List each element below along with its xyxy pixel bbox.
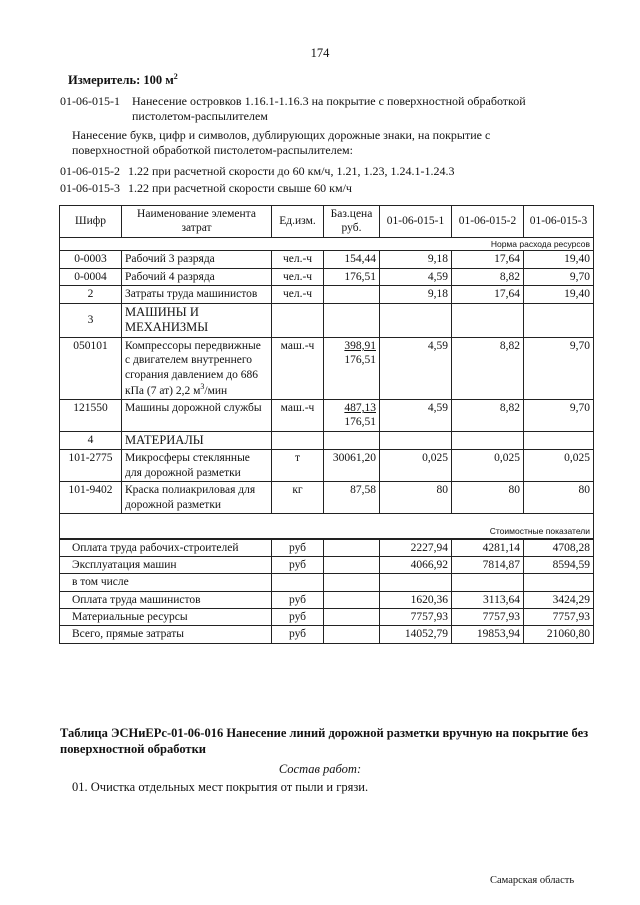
cell-price: 154,44 (324, 251, 380, 268)
cell-empty (324, 609, 380, 626)
section-row-materials (60, 431, 594, 450)
total-row (60, 574, 594, 591)
total-v3: 4708,28 (524, 539, 594, 557)
cell-empty (324, 303, 380, 337)
cell-v2: 17,64 (452, 251, 524, 268)
cell-v2: 17,64 (452, 286, 524, 303)
cell-code: 2 (60, 286, 122, 303)
price-top: 487,13 (344, 402, 376, 415)
cell-unit: маш.-ч (272, 400, 324, 432)
cell-unit: кг (272, 482, 324, 514)
cost-label: Стоимостные показатели (60, 513, 594, 538)
cell-name: Затраты труда машинистов (122, 286, 272, 303)
cell-price: 30061,20 (324, 450, 380, 482)
price-bottom: 176,51 (344, 354, 376, 367)
total-name: Всего, прямые затраты (60, 626, 272, 643)
cell-empty (272, 303, 324, 337)
cell-v2: 8,82 (452, 268, 524, 285)
cell-empty (524, 431, 594, 450)
cell-v3: 19,40 (524, 251, 594, 268)
total-v3: 3424,29 (524, 591, 594, 608)
cell-code: 101-9402 (60, 482, 122, 514)
cell-v1: 4,59 (380, 268, 452, 285)
header-price: Баз.цена руб. (324, 206, 380, 238)
cell-v3: 9,70 (524, 337, 594, 399)
cell-code: 0-0003 (60, 251, 122, 268)
machine-name-tail: /мин (204, 384, 228, 397)
intro-text: Нанесение островков 1.16.1-1.16.3 на покрытие с поверхностной обработкой пистолетом-распылителем (132, 94, 526, 123)
intro-line-1 (60, 94, 600, 123)
total-name: Оплата труда машинистов (60, 591, 272, 608)
composition-label: Состав работ: (278, 762, 362, 776)
cell-name: Рабочий 3 разряда (122, 251, 272, 268)
norm-label-row (60, 237, 594, 251)
table-row (60, 286, 594, 303)
cell-name (122, 337, 272, 399)
next-table-title: Таблица ЭСНиЕРс-01-06-016 Нанесение линий дорожной разметки вручную на покрытие без поверхностной обработки (60, 726, 589, 756)
cell-empty (452, 431, 524, 450)
measure-label: Измеритель: 100 м (68, 73, 174, 88)
cell-code: 4 (60, 431, 122, 450)
cell-code: 3 (60, 303, 122, 337)
total-v1: 14052,79 (380, 626, 452, 643)
total-v1: 7757,93 (380, 609, 452, 626)
total-name: в том числе (60, 574, 272, 591)
intro-paragraph: Нанесение букв, цифр и символов, дублирующих дорожные знаки, на покрытие с поверхностной обработкой пистолетом-распылителем: (72, 128, 491, 157)
intro-text: 1.22 при расчетной скорости до 60 км/ч, 1.21, 1.23, 1.24.1-1.24.3 (128, 164, 455, 178)
cell-unit: чел.-ч (272, 286, 324, 303)
total-v3: 8594,59 (524, 556, 594, 573)
price-bottom: 176,51 (344, 416, 376, 429)
table-row (60, 251, 594, 268)
header-unit: Ед.изм. (272, 206, 324, 238)
cell-name: МАТЕРИАЛЫ (122, 431, 272, 450)
total-v1: 1620,36 (380, 591, 452, 608)
cell-name: Микросферы стеклянные для дорожной разметки (122, 450, 272, 482)
total-row (60, 591, 594, 608)
cell-name: Рабочий 4 разряда (122, 268, 272, 285)
total-v1: 4066,92 (380, 556, 452, 573)
cell-unit: т (272, 450, 324, 482)
cell-empty (272, 431, 324, 450)
table-row (60, 450, 594, 482)
cell-empty (324, 574, 380, 591)
cell-empty (524, 574, 594, 591)
table-header-row (60, 206, 594, 238)
intro-code: 01-06-015-3 (60, 181, 120, 195)
cell-price (324, 286, 380, 303)
cell-code: 050101 (60, 337, 122, 399)
total-name: Оплата труда рабочих-строителей (60, 539, 272, 557)
total-v3: 7757,93 (524, 609, 594, 626)
intro-text: 1.22 при расчетной скорости свыше 60 км/ч (128, 181, 352, 195)
cell-unit: чел.-ч (272, 251, 324, 268)
total-v1: 2227,94 (380, 539, 452, 557)
cell-name: Машины дорожной службы (122, 400, 272, 432)
cell-empty (452, 303, 524, 337)
cell-empty (452, 574, 524, 591)
cell-code: 0-0004 (60, 268, 122, 285)
total-unit: руб (272, 556, 324, 573)
total-row (60, 556, 594, 573)
cell-unit: маш.-ч (272, 337, 324, 399)
section-row-machines (60, 303, 594, 337)
cell-v2: 8,82 (452, 400, 524, 432)
table-row (60, 268, 594, 285)
cell-v3: 9,70 (524, 268, 594, 285)
total-v2: 19853,94 (452, 626, 524, 643)
total-v2: 7814,87 (452, 556, 524, 573)
cell-v3: 19,40 (524, 286, 594, 303)
page-footer: Самарская область (490, 875, 575, 886)
total-row (60, 626, 594, 643)
table-row (60, 482, 594, 514)
cell-empty (324, 626, 380, 643)
header-col-2: 01-06-015-2 (452, 206, 524, 238)
intro-code: 01-06-015-1 (60, 94, 120, 108)
page-number: 174 (310, 46, 330, 60)
cell-name: Краска полиакриловая для дорожной разметки (122, 482, 272, 514)
cell-name: МАШИНЫ И МЕХАНИЗМЫ (122, 303, 272, 337)
total-v3: 21060,80 (524, 626, 594, 643)
header-name: Наименование элемента затрат (122, 206, 272, 238)
cell-price (324, 337, 380, 399)
total-v2: 4281,14 (452, 539, 524, 557)
cell-empty (380, 431, 452, 450)
cell-v2: 80 (452, 482, 524, 514)
total-row (60, 609, 594, 626)
cell-unit: чел.-ч (272, 268, 324, 285)
total-unit: руб (272, 626, 324, 643)
cell-code: 121550 (60, 400, 122, 432)
total-v2: 3113,64 (452, 591, 524, 608)
cell-empty (324, 431, 380, 450)
cell-v3: 9,70 (524, 400, 594, 432)
price-top: 398,91 (344, 339, 376, 352)
header-col-3: 01-06-015-3 (524, 206, 594, 238)
header-code: Шифр (60, 206, 122, 238)
cell-v1: 80 (380, 482, 452, 514)
measure-sup: 2 (173, 72, 178, 81)
total-name: Эксплуатация машин (60, 556, 272, 573)
resource-table (59, 205, 594, 644)
total-name: Материальные ресурсы (60, 609, 272, 626)
intro-line-3 (60, 181, 600, 196)
total-unit: руб (272, 609, 324, 626)
cell-price (324, 400, 380, 432)
cell-price: 87,58 (324, 482, 380, 514)
intro-line-2 (60, 164, 600, 179)
measure-unit (68, 72, 178, 89)
cell-v1: 4,59 (380, 337, 452, 399)
cell-empty (324, 591, 380, 608)
total-unit: руб (272, 539, 324, 557)
cell-empty (524, 303, 594, 337)
cell-v2: 0,025 (452, 450, 524, 482)
cell-code: 101-2775 (60, 450, 122, 482)
intro-code: 01-06-015-2 (60, 164, 120, 178)
cell-price: 176,51 (324, 268, 380, 285)
cell-empty (272, 574, 324, 591)
cell-v3: 0,025 (524, 450, 594, 482)
header-col-1: 01-06-015-1 (380, 206, 452, 238)
machine-name: Компрессоры передвижные с двигателем внутреннего сгорания давлением до 686 кПа (7 ат) 2,2 м (125, 339, 261, 397)
table-row (60, 337, 594, 399)
total-row (60, 539, 594, 557)
cell-empty (380, 303, 452, 337)
cell-v1: 0,025 (380, 450, 452, 482)
cell-empty (324, 539, 380, 557)
cell-v1: 9,18 (380, 251, 452, 268)
cell-v2: 8,82 (452, 337, 524, 399)
table-row (60, 400, 594, 432)
machine-name-sup: 3 (200, 381, 205, 391)
cell-empty (380, 574, 452, 591)
cost-label-row (60, 513, 594, 538)
composition-step: 01. Очистка отдельных мест покрытия от пыли и грязи. (72, 780, 369, 794)
cell-empty (324, 556, 380, 573)
cell-v1: 9,18 (380, 286, 452, 303)
norm-label: Норма расхода ресурсов (60, 237, 594, 251)
total-unit: руб (272, 591, 324, 608)
total-v2: 7757,93 (452, 609, 524, 626)
cell-v1: 4,59 (380, 400, 452, 432)
cell-v3: 80 (524, 482, 594, 514)
